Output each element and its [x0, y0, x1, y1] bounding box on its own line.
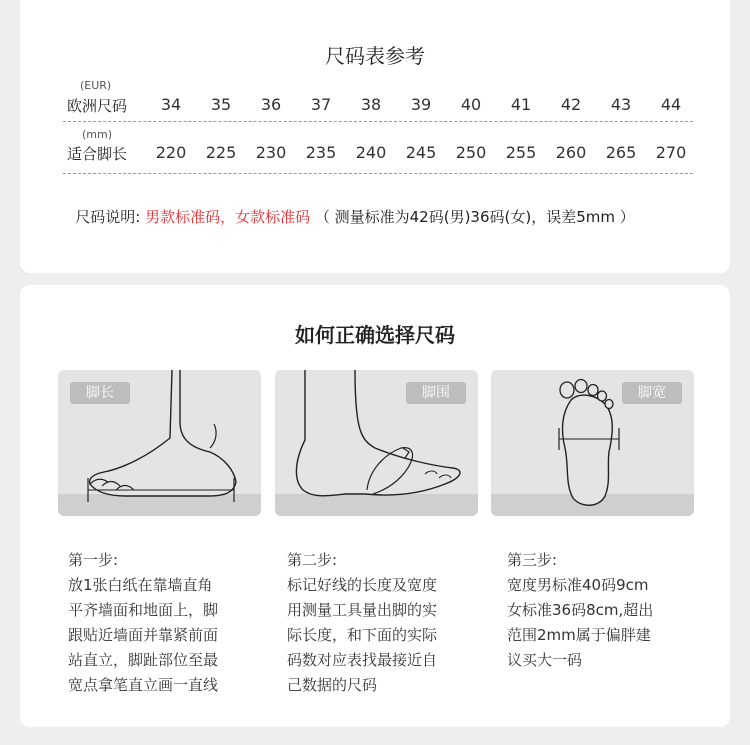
- foot-length-cell: 230: [255, 143, 287, 162]
- step-three-line: 宽度男标准40码9cm: [507, 576, 649, 594]
- step-one-line: 跟贴近墙面并靠紧前面: [68, 626, 219, 644]
- eur-row-label: 欧洲尺码: [67, 97, 128, 115]
- foot-length-cell: 250: [455, 143, 487, 162]
- step-one-line: 放1张白纸在靠墙直角: [68, 576, 213, 594]
- eur-size-cell: 43: [610, 95, 632, 114]
- size-note-prefix: 尺码说明:: [75, 208, 146, 226]
- step-one-heading: 第一步:: [68, 551, 119, 569]
- step-two-line: 用测量工具量出脚的实: [287, 601, 438, 619]
- size-chart-title: 尺码表参考: [325, 44, 425, 68]
- foot-width-tag: 脚宽: [622, 382, 682, 404]
- step-three-heading: 第三步:: [507, 551, 558, 569]
- eur-size-cell: 40: [460, 95, 482, 114]
- step-two-line: 己数据的尺码: [287, 676, 378, 694]
- row-divider: [63, 173, 693, 174]
- eur-size-cell: 36: [260, 95, 282, 114]
- step-three-line: 议买大一码: [507, 651, 583, 669]
- eur-size-cell: 38: [360, 95, 382, 114]
- mm-row-label: 适合脚长: [67, 145, 128, 163]
- foot-length-cell: 270: [655, 143, 687, 162]
- step-three-line: 范围2mm属于偏胖建: [507, 626, 651, 644]
- step-one-line: 宽点拿笔直立画一直线: [68, 676, 219, 694]
- size-note-suffix: （ 测量标准为42码(男)36码(女)，误差5mm ）: [310, 208, 635, 226]
- eur-size-cell: 44: [660, 95, 682, 114]
- size-note: [0, 206, 710, 227]
- step-two-line: 码数对应表找最接近自: [287, 651, 438, 669]
- size-chart-card: [20, 0, 730, 273]
- eur-unit: (EUR): [80, 79, 112, 92]
- size-note-highlight: 男款标准码，女款标准码: [145, 208, 311, 226]
- step-one: [68, 548, 218, 698]
- step-two: [287, 548, 437, 698]
- eur-size-cell: 34: [160, 95, 182, 114]
- guide-title: 如何正确选择尺码: [295, 323, 455, 347]
- foot-girth-tag: 脚围: [406, 382, 466, 404]
- foot-width-icon: [491, 370, 694, 516]
- foot-length-cell: 245: [405, 143, 437, 162]
- foot-length-cell: 220: [155, 143, 187, 162]
- row-divider: [63, 121, 693, 122]
- eur-size-cell: 41: [510, 95, 532, 114]
- foot-girth-icon: [275, 370, 478, 516]
- eur-size-cell: 35: [210, 95, 232, 114]
- step-three: [507, 548, 653, 673]
- foot-length-icon: [58, 370, 261, 516]
- step-one-line: 平齐墙面和地面上，脚: [68, 601, 219, 619]
- foot-length-cell: 235: [305, 143, 337, 162]
- eur-size-cell: 37: [310, 95, 332, 114]
- foot-length-tag: 脚长: [70, 382, 130, 404]
- foot-width-panel: [491, 370, 694, 516]
- foot-length-cell: 240: [355, 143, 387, 162]
- foot-length-panel: [58, 370, 261, 516]
- foot-length-cell: 260: [555, 143, 587, 162]
- eur-size-cell: 39: [410, 95, 432, 114]
- mm-unit: (mm): [82, 128, 113, 141]
- step-one-line: 站直立，脚趾部位至最: [68, 651, 219, 669]
- step-two-line: 际长度，和下面的实际: [287, 626, 438, 644]
- eur-size-cell: 42: [560, 95, 582, 114]
- foot-length-cell: 255: [505, 143, 537, 162]
- step-three-line: 女标准36码8cm,超出: [507, 601, 654, 619]
- step-two-heading: 第二步:: [287, 551, 338, 569]
- foot-girth-panel: [275, 370, 478, 516]
- step-two-line: 标记好线的长度及宽度: [287, 576, 438, 594]
- foot-length-cell: 225: [205, 143, 237, 162]
- foot-length-cell: 265: [605, 143, 637, 162]
